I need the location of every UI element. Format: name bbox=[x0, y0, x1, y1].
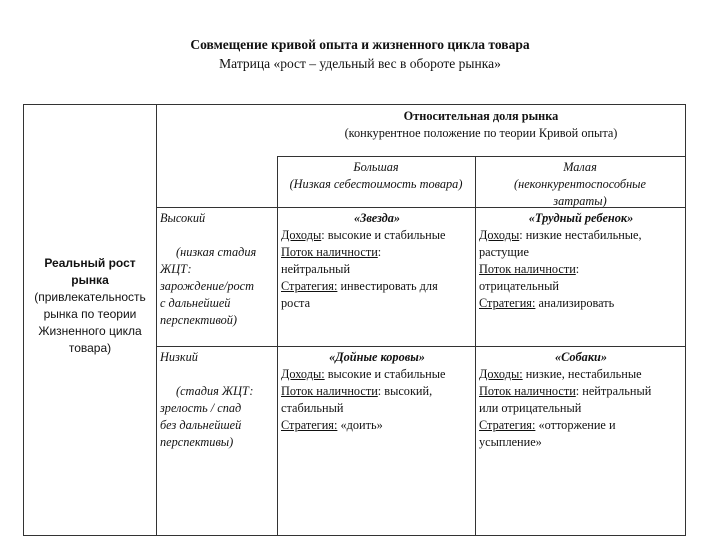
star-strategy-text: инвестировать для bbox=[337, 279, 438, 293]
cell-star-name: «Звезда» bbox=[353, 211, 401, 225]
dogs-strategy-label: Стратегия: bbox=[479, 418, 536, 432]
star-cash-colon: : bbox=[377, 245, 382, 259]
cash-cow-income-label: Доходы: bbox=[281, 367, 325, 381]
cash-cow-cash-label: Поток наличности bbox=[281, 384, 378, 398]
star-strategy-text: роста bbox=[281, 296, 311, 310]
star-income-label: Доходы bbox=[281, 228, 322, 242]
column-small-title: Малая bbox=[563, 160, 597, 174]
cell-problem-child-name: «Трудный ребенок» bbox=[528, 211, 634, 225]
row-low-desc: без дальнейшей bbox=[160, 418, 242, 432]
dogs-strategy-text: усыпление» bbox=[479, 435, 542, 449]
row-high-desc: (низкая стадия bbox=[176, 245, 257, 259]
problem-child-cash-text: отрицательный bbox=[479, 279, 559, 293]
column-small-desc: (неконкурентоспособные bbox=[514, 177, 646, 191]
star-cash-text: нейтральный bbox=[281, 262, 351, 276]
row-low-label: Низкий bbox=[160, 350, 198, 364]
row-low-desc: перспективы) bbox=[160, 435, 234, 449]
market-share-subtitle: (конкурентное положение по теории Кривой опыта) bbox=[344, 126, 618, 140]
row-high-label: Высокий bbox=[160, 211, 206, 225]
dogs-cash-label: Поток наличности bbox=[479, 384, 576, 398]
row-high-desc: перспективой) bbox=[160, 313, 238, 327]
document-title: Совмещение кривой опыта и жизненного цикла товара bbox=[190, 37, 530, 52]
column-small-header bbox=[475, 159, 685, 210]
cash-cow-strategy-text: «доить» bbox=[337, 418, 383, 432]
row-high-desc: с дальнейшей bbox=[160, 296, 231, 310]
market-share-title: Относительная доля рынка bbox=[403, 109, 559, 123]
row-high-header bbox=[160, 210, 274, 329]
row-low-desc: (стадия ЖЦТ: bbox=[176, 384, 254, 398]
growth-axis-desc: товара) bbox=[68, 341, 112, 355]
row-high-desc: ЖЦТ: bbox=[160, 262, 192, 276]
column-large-desc: (Низкая себестоимость товара) bbox=[289, 177, 463, 191]
growth-axis-title: Реальный рост bbox=[44, 256, 136, 270]
market-share-header bbox=[277, 108, 685, 142]
grid-line bbox=[156, 105, 157, 535]
cell-problem-child bbox=[479, 210, 683, 312]
problem-child-income-text: : низкие нестабильные, bbox=[519, 228, 642, 242]
dogs-income-text: низкие, нестабильные bbox=[522, 367, 642, 381]
problem-child-cash-colon: : bbox=[575, 262, 580, 276]
problem-child-income-label: Доходы bbox=[479, 228, 520, 242]
dogs-strategy-text: «отторжение и bbox=[535, 418, 616, 432]
cell-cash-cow bbox=[281, 349, 473, 434]
cash-cow-cash-text: : высокий, bbox=[377, 384, 433, 398]
grid-line bbox=[277, 156, 685, 157]
cell-cash-cow-name: «Дойные коровы» bbox=[329, 350, 425, 364]
problem-child-strategy-text: анализировать bbox=[535, 296, 615, 310]
dogs-cash-text: : нейтральный bbox=[575, 384, 652, 398]
cell-star bbox=[281, 210, 473, 312]
growth-axis-desc: рынка по теории bbox=[43, 307, 137, 321]
problem-child-cash-label: Поток наличности bbox=[479, 262, 576, 276]
cell-dogs bbox=[479, 349, 683, 451]
column-large-header bbox=[277, 159, 475, 193]
star-strategy-label: Стратегия: bbox=[281, 279, 338, 293]
row-low-header bbox=[160, 349, 274, 451]
star-income-text: : высокие и стабильные bbox=[321, 228, 446, 242]
growth-axis-desc: (привлекательность bbox=[34, 290, 146, 304]
problem-child-strategy-label: Стратегия: bbox=[479, 296, 536, 310]
star-cash-label: Поток наличности bbox=[281, 245, 378, 259]
cell-dogs-name: «Собаки» bbox=[554, 350, 608, 364]
cash-cow-strategy-label: Стратегия: bbox=[281, 418, 338, 432]
row-low-desc: зрелость / спад bbox=[160, 401, 242, 415]
growth-axis-desc: Жизненного цикла bbox=[38, 324, 142, 338]
dogs-cash-text: или отрицательный bbox=[479, 401, 582, 415]
column-large-title: Большая bbox=[353, 160, 399, 174]
cash-cow-income-text: высокие и стабильные bbox=[324, 367, 446, 381]
bcg-matrix-table bbox=[23, 104, 686, 536]
problem-child-income-text: растущие bbox=[479, 245, 529, 259]
dogs-income-label: Доходы: bbox=[479, 367, 523, 381]
grid-line bbox=[156, 346, 685, 347]
row-high-desc: зарождение/рост bbox=[160, 279, 254, 293]
growth-axis-title: рынка bbox=[71, 273, 109, 287]
cash-cow-cash-text: стабильный bbox=[281, 401, 344, 415]
growth-axis-label bbox=[26, 255, 154, 357]
column-small-desc: затраты) bbox=[553, 194, 607, 208]
document-subtitle: Матрица «рост – удельный вес в обороте рынка» bbox=[219, 56, 501, 71]
